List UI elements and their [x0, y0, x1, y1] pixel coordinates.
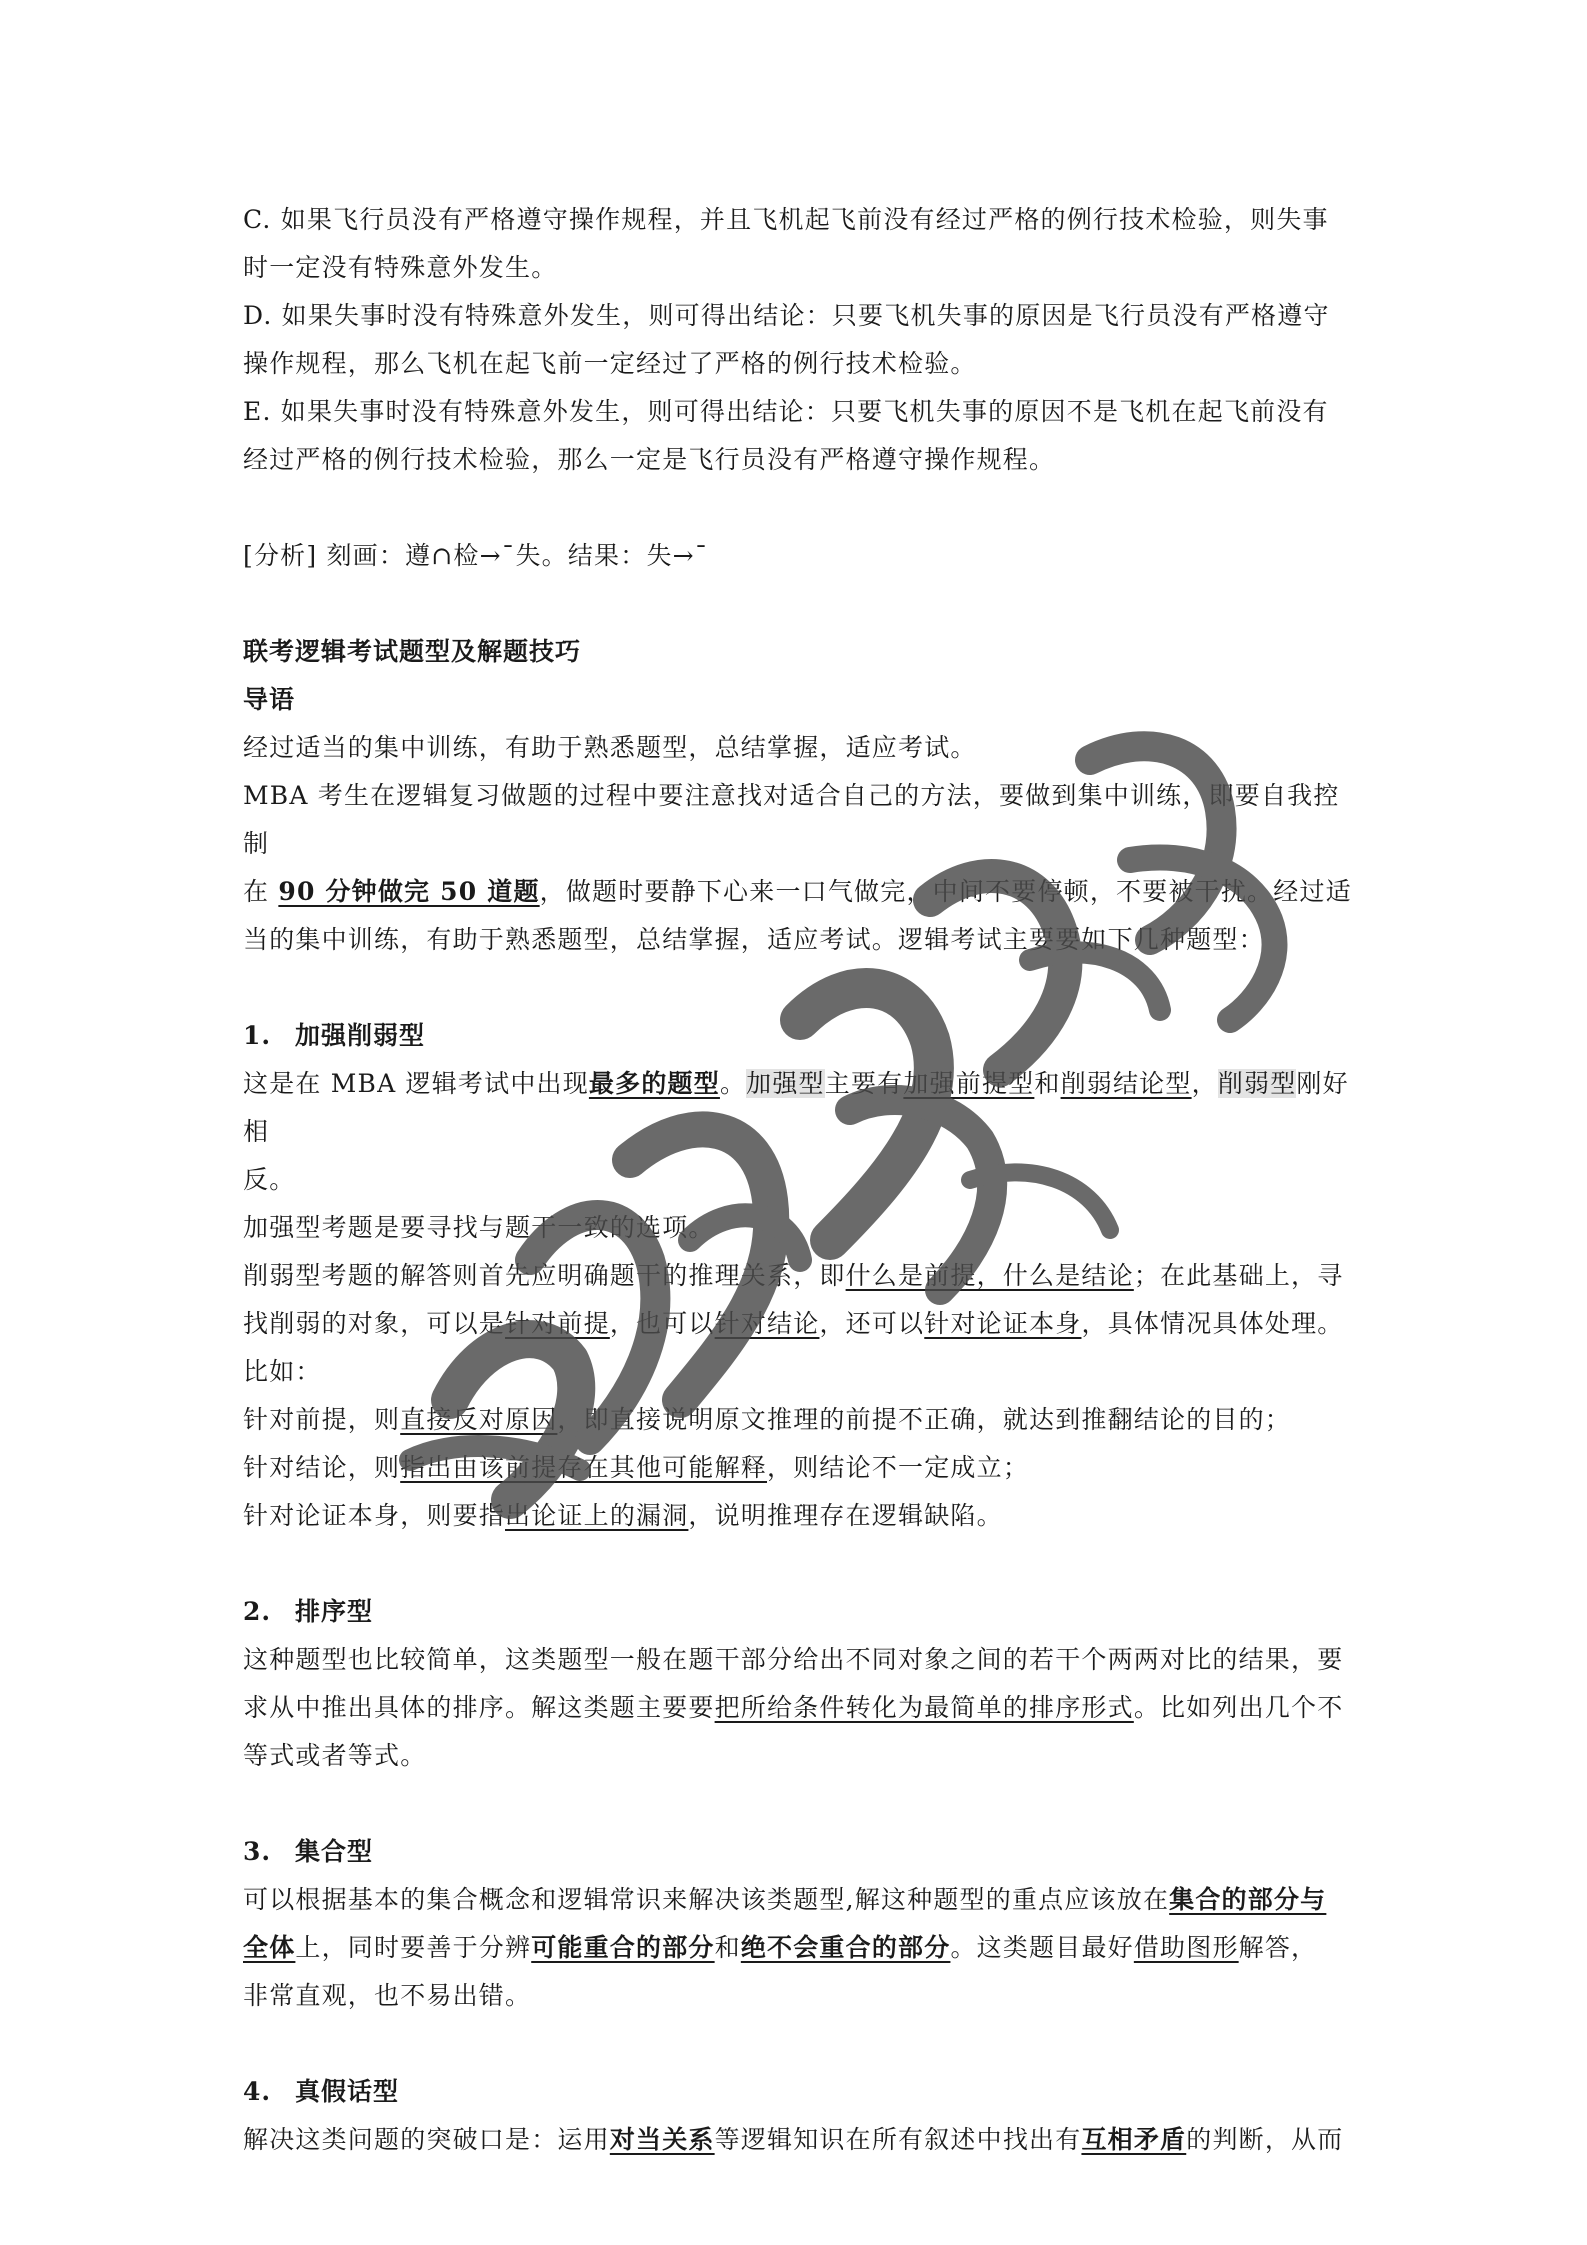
time-limit-emphasis: 90 分钟做完 50 道题: [278, 877, 540, 906]
section-4-paragraph-1: 解决这类问题的突破口是：运用对当关系等逻辑知识在所有叙述中找出有互相矛盾的判断，从而: [243, 2125, 1344, 2154]
section-1-paragraph-6: 针对论证本身，则要指出论证上的漏洞，说明推理存在逻辑缺陷。: [243, 1501, 1003, 1530]
section-1-heading: 1. 加强削弱型: [243, 1021, 426, 1050]
analysis-line: [分析] 刻画：遵∩检→ˉ失。结果：失→ˉ: [243, 541, 709, 570]
section-2-heading: 2. 排序型: [243, 1597, 374, 1626]
section-4-heading: 4. 真假话型: [243, 2077, 400, 2106]
section-1-paragraph-1: 这是在 MBA 逻辑考试中出现最多的题型。加强型主要有加强前提型和削弱结论型，削弱型刚好相 反。: [243, 1069, 1349, 1194]
section-1-paragraph-5: 针对结论，则指出由该前提存在其他可能解释，则结论不一定成立；: [243, 1453, 1030, 1482]
section-3-paragraph-1: 可以根据基本的集合概念和逻辑常识来解决该类题型,解这种题型的重点应该放在集合的部分与 全体上，同时要善于分辨可能重合的部分和绝不会重合的部分。这类题目最好借助图形解答， 非常直观，也不易出错。: [243, 1885, 1327, 2010]
section-3-heading: 3. 集合型: [243, 1837, 374, 1866]
document-page: [243, 196, 1355, 2164]
section-1-paragraph-3: 削弱型考题的解答则首先应明确题干的推理关系，即什么是前提，什么是结论；在此基础上，寻 找削弱的对象，可以是针对前提，也可以针对结论，还可以针对论证本身，具体情况具体处理。 比如：: [243, 1261, 1344, 1386]
article-title: 联考逻辑考试题型及解题技巧: [243, 637, 582, 666]
option-e: E. 如果失事时没有特殊意外发生，则可得出结论：只要飞机失事的原因不是飞机在起飞前没有 经过严格的例行技术检验，那么一定是飞行员没有严格遵守操作规程。: [243, 397, 1329, 474]
option-c: C. 如果飞行员没有严格遵守操作规程，并且飞机起飞前没有经过严格的例行技术检验，则失事 时一定没有特殊意外发生。: [243, 205, 1329, 282]
section-2-paragraph-1: 这种题型也比较简单，这类题型一般在题干部分给出不同对象之间的若干个两两对比的结果，要 求从中推出具体的排序。解这类题主要要把所给条件转化为最简单的排序形式。比如列出几个不 等式或者等式。: [243, 1645, 1344, 1770]
intro-paragraph-1: 经过适当的集中训练，有助于熟悉题型，总结掌握，适应考试。: [243, 733, 977, 762]
intro-paragraph-2: MBA 考生在逻辑复习做题的过程中要注意找对适合自己的方法，要做到集中训练，即要自我控制 在 90 分钟做完 50 道题，做题时要静下心来一口气做完，中间不要停顿，不要被干扰。经过适 当的集中训练，有助于熟悉题型，总结掌握，适应考试。逻辑考试主要要如下几种题型：: [243, 781, 1352, 954]
section-1-paragraph-2: 加强型考题是要寻找与题干一致的选项。: [243, 1213, 715, 1242]
intro-heading: 导语: [243, 685, 296, 714]
section-1-paragraph-4: 针对前提，则直接反对原因，即直接说明原文推理的前提不正确，就达到推翻结论的目的；: [243, 1405, 1292, 1434]
option-d: D. 如果失事时没有特殊意外发生，则可得出结论：只要飞机失事的原因是飞行员没有严格遵守 操作规程，那么飞机在起飞前一定经过了严格的例行技术检验。: [243, 301, 1330, 378]
